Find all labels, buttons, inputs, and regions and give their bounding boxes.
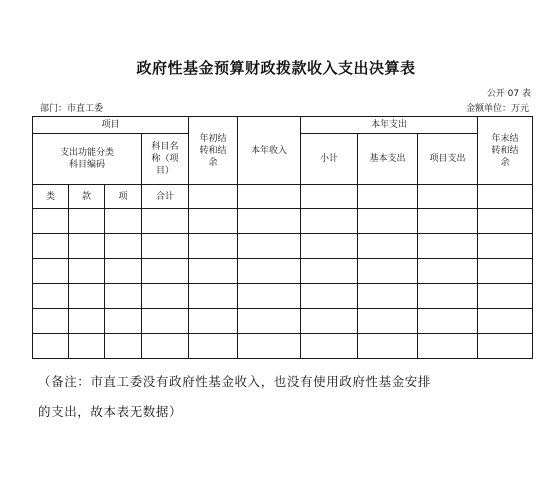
table-cell <box>358 209 418 234</box>
table-cell <box>238 209 301 234</box>
table-cell <box>33 259 69 284</box>
table-cell <box>33 309 69 334</box>
table-cell <box>142 209 189 234</box>
table-cell <box>358 259 418 284</box>
table-cell <box>301 284 358 309</box>
table-cell <box>478 259 533 284</box>
table-cell <box>238 185 301 209</box>
header-end-balance-line: 余 <box>500 157 510 168</box>
table-cell <box>478 334 533 359</box>
table-row <box>33 234 533 259</box>
header-begin-balance-line: 年初结 <box>199 133 227 144</box>
table-cell <box>358 334 418 359</box>
table-cell <box>142 284 189 309</box>
table-cell <box>69 234 105 259</box>
header-end-balance <box>478 117 533 185</box>
table-cell <box>105 259 142 284</box>
table-cell <box>238 309 301 334</box>
table-cell <box>478 309 533 334</box>
department-label: 部门：市直工委 <box>40 104 104 114</box>
table-cell <box>478 234 533 259</box>
table-cell <box>33 209 69 234</box>
table-cell <box>69 284 105 309</box>
table-cell <box>189 284 238 309</box>
header-total: 合计 <box>142 185 189 209</box>
table-cell <box>478 185 533 209</box>
table-cell <box>238 259 301 284</box>
table-cell <box>33 284 69 309</box>
table-cell <box>301 234 358 259</box>
header-subtotal: 小计 <box>301 134 358 185</box>
table-cell <box>418 334 478 359</box>
table-cell <box>418 209 478 234</box>
table-cell <box>189 334 238 359</box>
table-cell <box>105 334 142 359</box>
header-basic-expense: 基本支出 <box>358 134 418 185</box>
header-end-balance-line: 转和结 <box>491 145 519 156</box>
table-cell <box>142 259 189 284</box>
table-cell <box>418 259 478 284</box>
table-cell <box>105 209 142 234</box>
table-cell <box>478 209 533 234</box>
header-kuan: 款 <box>69 185 105 209</box>
fund-budget-table <box>32 116 533 359</box>
header-begin-balance-line: 余 <box>208 157 218 168</box>
remarks-line-2: 的支出，故本表无数据） <box>38 404 183 419</box>
table-cell <box>301 334 358 359</box>
table-cell <box>301 209 358 234</box>
table-cell <box>69 209 105 234</box>
header-func-class-line: 科目编码 <box>68 160 105 170</box>
header-project-expense: 项目支出 <box>418 134 478 185</box>
table-cell <box>358 309 418 334</box>
table-cell <box>142 334 189 359</box>
table-cell <box>358 185 418 209</box>
table-cell <box>358 234 418 259</box>
table-cell <box>358 284 418 309</box>
table-cell <box>33 334 69 359</box>
table-cell <box>418 309 478 334</box>
header-func-class-line: 支出功能分类 <box>59 148 114 158</box>
table-cell <box>189 209 238 234</box>
table-cell <box>105 234 142 259</box>
table-cell <box>301 259 358 284</box>
header-end-balance-line: 年末结 <box>491 133 519 144</box>
header-begin-balance <box>189 117 238 185</box>
table-row <box>33 259 533 284</box>
remarks-note <box>38 367 508 427</box>
header-subject-name-line: 称（项 <box>151 154 179 164</box>
table-cell <box>69 309 105 334</box>
table-cell <box>418 234 478 259</box>
table-cell <box>478 284 533 309</box>
table-cell <box>189 309 238 334</box>
table-cell <box>69 334 105 359</box>
header-lei: 类 <box>33 185 69 209</box>
table-cell <box>238 234 301 259</box>
table-cell <box>189 185 238 209</box>
table-cell <box>418 185 478 209</box>
table-cell <box>301 185 358 209</box>
table-cell <box>418 284 478 309</box>
table-row <box>33 284 533 309</box>
table-cell <box>105 284 142 309</box>
header-xiang: 项 <box>105 185 142 209</box>
table-cell <box>142 309 189 334</box>
table-cell <box>33 234 69 259</box>
header-subject-name-line: 科目名 <box>151 142 179 152</box>
table-row <box>33 309 533 334</box>
table-cell <box>189 259 238 284</box>
table-row <box>33 334 533 359</box>
unit-label: 金额单位：万元 <box>465 104 529 114</box>
table-row <box>33 209 533 234</box>
form-number: 公开 07 表 <box>486 89 531 99</box>
header-current-expense: 本年支出 <box>301 117 478 134</box>
page-title: 政府性基金预算财政拨款收入支出决算表 <box>136 59 416 77</box>
header-begin-balance-line: 转和结 <box>199 145 227 156</box>
table-cell <box>142 234 189 259</box>
header-project: 项目 <box>33 117 189 134</box>
table-cell <box>105 309 142 334</box>
table-cell <box>69 259 105 284</box>
header-subject-name <box>142 134 189 185</box>
header-current-income: 本年收入 <box>238 117 301 185</box>
table-cell <box>238 334 301 359</box>
header-subject-name-line: 目） <box>156 166 175 176</box>
table-cell <box>238 284 301 309</box>
remarks-line-1: （备注：市直工委没有政府性基金收入，也没有使用政府性基金安排 <box>38 374 432 389</box>
table-cell <box>301 309 358 334</box>
table-cell <box>189 234 238 259</box>
header-func-class <box>33 134 142 185</box>
